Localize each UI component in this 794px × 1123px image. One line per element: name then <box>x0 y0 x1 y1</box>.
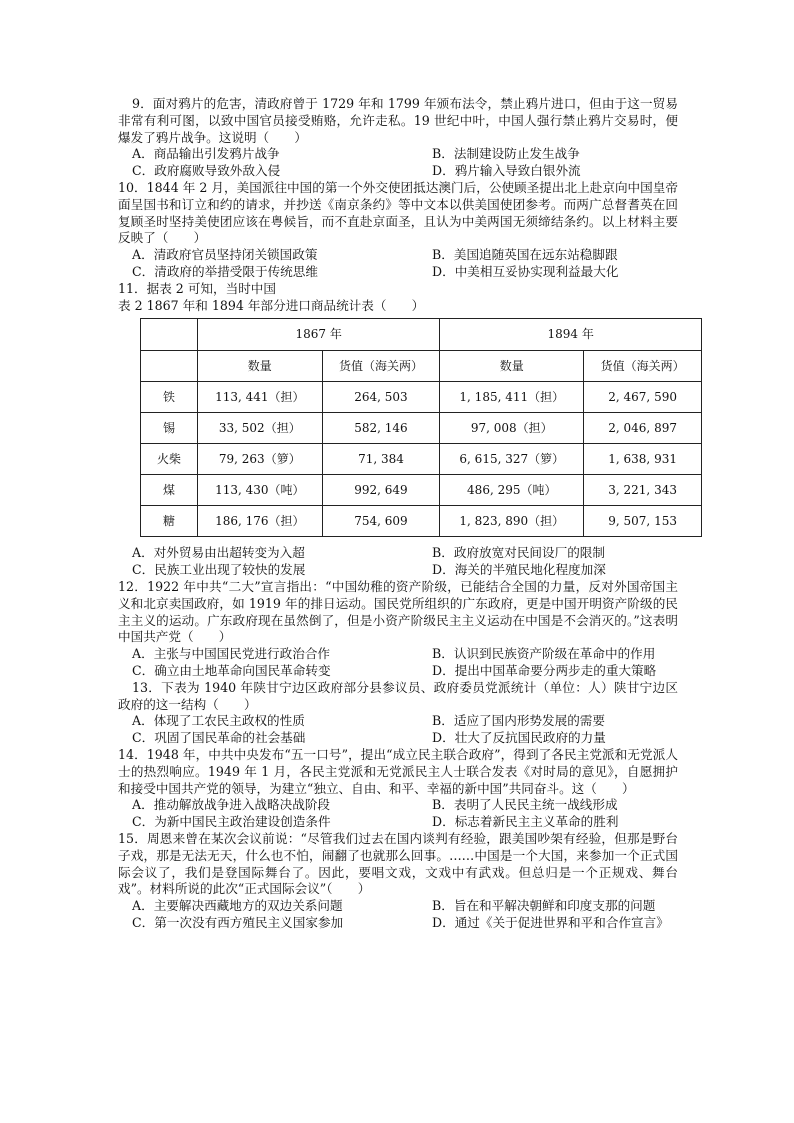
table-cell: 糖 <box>141 506 198 537</box>
options <box>118 146 678 180</box>
table-cell: 火柴 <box>141 444 198 475</box>
question-stem: 15．周恩来曾在某次会议前说：“尽管我们过去在国内谈判有经验，跟美国吵架有经验，但那是野台子戏，那是无法无天，什么也不怕，闹翻了也就那么回事。……中国是一个大国，来参加一个正式国际会议了，我们是登国际舞台了。因此，要唱文戏，文戏中有武戏。但总归是一个正规戏、舞台戏”。材料所说的此次“正式国际会议”（ ） <box>118 830 678 897</box>
question-15 <box>118 831 678 932</box>
table-cell: 1, 823, 890（担） <box>440 506 584 537</box>
option-a[interactable]: A．对外贸易由出超转变为入超 <box>132 545 305 561</box>
option-b[interactable]: B．适应了国内形势发展的需要 <box>432 713 605 729</box>
question-10 <box>118 180 678 281</box>
table-subheader: 数量 <box>440 351 584 382</box>
option-c[interactable]: C．民族工业出现了较快的发展 <box>132 562 306 578</box>
option-b[interactable]: B．表明了人民民主统一战线形成 <box>432 797 618 813</box>
table-year-header: 1867 年 <box>198 319 440 351</box>
options <box>118 713 678 747</box>
table-cell: 6, 615, 327（箩） <box>440 444 584 475</box>
options <box>118 898 678 932</box>
option-d[interactable]: D．海关的半殖民地化程度加深 <box>432 562 606 578</box>
option-c[interactable]: C．确立由土地革命向国民革命转变 <box>132 662 331 678</box>
table-cell: 71, 384 <box>322 444 440 475</box>
option-a[interactable]: A．清政府官员坚持闭关锁国政策 <box>132 247 318 263</box>
table-subheader: 数量 <box>198 351 323 382</box>
table-cell: 113, 441（担） <box>198 382 323 413</box>
table-cell: 2, 046, 897 <box>584 413 702 444</box>
question-12 <box>118 579 678 680</box>
table-cell: 铁 <box>141 382 198 413</box>
table-cell: 264, 503 <box>322 382 440 413</box>
option-a[interactable]: A．商品输出引发鸦片战争 <box>132 146 280 162</box>
table-cell: 754, 609 <box>322 506 440 537</box>
option-d[interactable]: D．壮大了反抗国民政府的力量 <box>432 730 606 746</box>
table-row <box>141 506 702 537</box>
table-cell: 锡 <box>141 413 198 444</box>
option-c[interactable]: C．为新中国民主政治建设创造条件 <box>132 814 331 830</box>
option-a[interactable]: A．推动解放战争进入战略决战阶段 <box>132 797 331 813</box>
table-subheader: 货值（海关两） <box>584 351 702 382</box>
option-d[interactable]: D．鸦片输入导致白银外流 <box>432 163 581 179</box>
option-b[interactable]: B．认识到民族资产阶级在革命中的作用 <box>432 646 656 662</box>
options <box>118 797 678 831</box>
option-d[interactable]: D．通过《关于促进世界和平和合作宣言》 <box>432 914 669 930</box>
table-cell: 1, 185, 411（担） <box>440 382 584 413</box>
exam-page <box>118 96 685 932</box>
table-cell: 97, 008（担） <box>440 413 584 444</box>
table-cell: 33, 502（担） <box>198 413 323 444</box>
question-stem: 10．1844 年 2 月，美国派往中国的第一个外交使团抵达澳门后，公使顾圣提出北上赴京向中国皇帝面呈国书和订立和约的请求，并抄送《南京条约》等中文本以供美国使团参考。而两广总督耆英在回复顾圣时坚持美使团应该在粤候旨，而不直赴京面圣，且认为中美两国无须缔结条约。以上材料主要反映了（ ） <box>118 179 678 246</box>
table-corner-cell <box>141 351 198 382</box>
table-cell: 3, 221, 343 <box>584 475 702 506</box>
question-stem: 11．据表 2 可知，当时中国 <box>118 280 276 296</box>
question-stem: 9．面对鸦片的危害，清政府曾于 1729 年和 1799 年颁布法令，禁止鸦片进口，但由于这一贸易非常有利可图，以致中国官员接受贿赂，允许走私。19 世纪中叶，中国人强行禁止鸦片交易时，便爆发了鸦片战争。这说明（ ） <box>118 96 678 145</box>
table-cell: 9, 507, 153 <box>584 506 702 537</box>
table-caption: 表 2 1867 年和 1894 年部分进口商品统计表（ ） <box>118 297 425 313</box>
table-year-header: 1894 年 <box>440 319 702 351</box>
option-b[interactable]: B．政府放宽对民间设厂的限制 <box>432 545 605 561</box>
option-a[interactable]: A．主要解决西藏地方的双边关系问题 <box>132 898 343 914</box>
question-13 <box>118 680 678 747</box>
question-14 <box>118 747 678 831</box>
table-cell: 1, 638, 931 <box>584 444 702 475</box>
question-stem: 13．下表为 1940 年陕甘宁边区政府部分县参议员、政府委员党派统计（单位：人）陕甘宁边区政府的这一结构（ ） <box>118 679 678 712</box>
option-c[interactable]: C．清政府的举措受限于传统思维 <box>132 263 318 279</box>
table-subheader-row <box>141 351 702 382</box>
option-d[interactable]: D．标志着新民主主义革命的胜利 <box>432 814 619 830</box>
table-cell: 486, 295（吨） <box>440 475 584 506</box>
option-b[interactable]: B．旨在和平解决朝鲜和印度支那的问题 <box>432 898 656 914</box>
question-11 <box>118 280 685 579</box>
table-cell: 992, 649 <box>322 475 440 506</box>
options <box>118 545 678 579</box>
option-c[interactable]: C．巩固了国民革命的社会基础 <box>132 730 306 746</box>
option-d[interactable]: D．中美相互妥协实现利益最大化 <box>432 263 619 279</box>
table-subheader: 货值（海关两） <box>322 351 440 382</box>
option-a[interactable]: A．体现了工农民主政权的性质 <box>132 713 305 729</box>
table-row <box>141 382 702 413</box>
table-cell: 2, 467, 590 <box>584 382 702 413</box>
option-c[interactable]: C．政府腐败导致外敌入侵 <box>132 163 281 179</box>
options <box>118 247 678 281</box>
question-stem: 14．1948 年，中共中央发布“五一口号”，提出“成立民主联合政府”，得到了各民主党派和无党派人士的热烈响应。1949 年 1 月，各民主党派和无党派民主人士联合发表《对时局的意见》，自愿拥护和接受中国共产党的领导，为建立“独立、自由、和平、幸福的新中国”共同奋斗。这（ ） <box>118 746 678 796</box>
table-cell: 113, 430（吨） <box>198 475 323 506</box>
table-cell: 79, 263（箩） <box>198 444 323 475</box>
table-year-row <box>141 319 702 351</box>
option-c[interactable]: C．第一次没有西方殖民主义国家参加 <box>132 914 344 930</box>
option-a[interactable]: A．主张与中国国民党进行政治合作 <box>132 646 331 662</box>
option-b[interactable]: B．法制建设防止发生战争 <box>432 146 580 162</box>
table-row <box>141 413 702 444</box>
table-cell: 582, 146 <box>322 413 440 444</box>
question-9 <box>118 96 678 180</box>
table-row <box>141 444 702 475</box>
table-cell: 煤 <box>141 475 198 506</box>
table-corner-cell <box>141 319 198 351</box>
table-row <box>141 475 702 506</box>
option-d[interactable]: D．提出中国革命要分两步走的重大策略 <box>432 662 657 678</box>
table-cell: 186, 176（担） <box>198 506 323 537</box>
options <box>118 646 678 680</box>
option-b[interactable]: B．美国追随英国在远东站稳脚跟 <box>432 247 618 263</box>
import-stats-table <box>140 318 702 537</box>
question-stem: 12．1922 年中共“二大”宣言指出：“中国幼稚的资产阶级，已能结合全国的力量，反对外国帝国主义和北京卖国政府，如 1919 年的排日运动。国民党所组织的广东政府，更是中国开明资产阶级的民主主义的运动。广东政府现在虽然倒了，但是小资产阶级民主主义运动在中国是不会消灭的。”这表明中国共产党（ ） <box>118 578 678 645</box>
